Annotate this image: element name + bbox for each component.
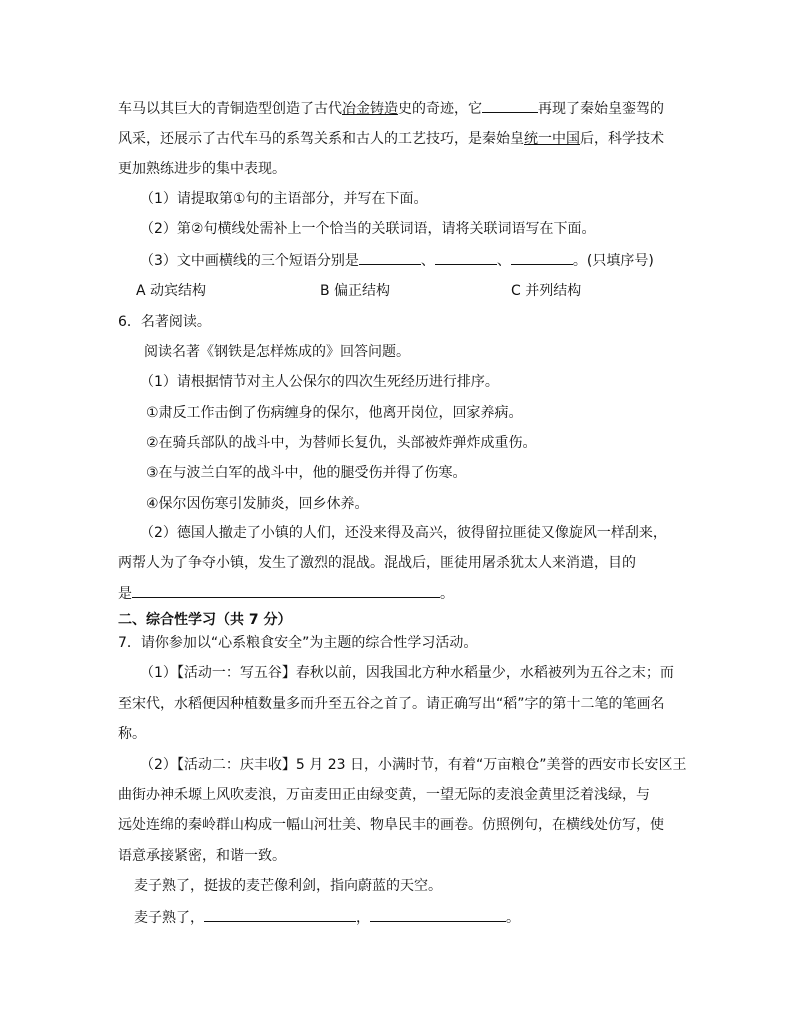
q6-item-4: ④保尔因伤寒引发肺炎，回乡休养。 xyxy=(146,496,369,512)
intro-line-1 xyxy=(118,98,664,119)
intro-text: 车马以其巨大的青铜造型创造了古代 xyxy=(118,101,342,117)
q7-a2-line-3: 远处连绵的秦岭群山构成一幅山河壮美、物阜民丰的画卷。仿照例句，在横线处仿写，使 xyxy=(118,817,664,833)
q6-intro: 阅读名著《钢铁是怎样炼成的》回答问题。 xyxy=(144,344,410,360)
q6-sub2-text: 是 xyxy=(118,586,132,602)
intro-text: 后，科学技术 xyxy=(580,131,664,147)
q7-a2-line-4: 语意承接紧密，和谐一致。 xyxy=(118,848,286,864)
intro-line-2 xyxy=(118,129,664,149)
q6-item-2: ②在骑兵部队的战斗中，为替师长复仇，头部被炸弹炸成重伤。 xyxy=(146,435,537,451)
q6-sub2-end: 。 xyxy=(440,586,454,602)
intro-text: 风采，还展示了古代车马的系驾关系和古人的工艺技巧，是秦始皇 xyxy=(118,131,524,147)
fill-blank[interactable] xyxy=(482,98,538,113)
q6-sub2-line-2: 两帮人为了争夺小镇，发生了激烈的混战。混战后，匪徒用屠杀犹太人来消遣，目的 xyxy=(118,555,636,571)
answer-blank[interactable] xyxy=(370,907,506,922)
answer-blank[interactable] xyxy=(132,583,440,598)
q6-sub2-line-1: （2）德国人撤走了小镇的人们，还没来得及高兴，彼得留拉匪徒又像旋风一样刮来， xyxy=(140,525,667,541)
q6-title: 6．名著阅读。 xyxy=(118,314,211,330)
separator: 、 xyxy=(496,253,511,269)
option-c: C 并列结构 xyxy=(511,283,582,299)
q5-sub3-end: 。(只填序号) xyxy=(572,253,654,269)
q7-a1-line-2: 至宋代，水稻便因种植数量多而升至五谷之首了。请正确写出“稻”字的第十二笔的笔画名 xyxy=(118,696,665,712)
q7-a1-line-1: （1）【活动一：写五谷】春秋以前，因我国北方种水稻量少，水稻被列为五谷之末；而 xyxy=(140,665,674,681)
intro-line-3: 更加熟练进步的集中表现。 xyxy=(118,161,286,177)
q6-item-3: ③在与波兰白军的战斗中，他的腿受伤并得了伤寒。 xyxy=(146,465,467,481)
q7-imitate-end: 。 xyxy=(506,910,520,926)
q5-sub2: （2）第②句横线处需补上一个恰当的关联词语，请将关联词语写在下面。 xyxy=(140,221,596,237)
q7-title: 7．请你参加以“心系粮食安全”为主题的综合性学习活动。 xyxy=(118,635,478,651)
option-a: A 动宾结构 xyxy=(136,283,207,299)
intro-text: 再现了秦始皇銮驾的 xyxy=(538,101,664,117)
q5-sub3-text: （3）文中画横线的三个短语分别是 xyxy=(140,253,359,269)
answer-blank[interactable] xyxy=(204,907,356,922)
q7-a2-line-1: （2）【活动二：庆丰收】5 月 23 日，小满时节，有着“万亩粮仓”美誉的西安市长安区王 xyxy=(140,757,687,773)
q7-imitate xyxy=(134,907,520,928)
q6-item-1: ①肃反工作击倒了伤病缠身的保尔，他离开岗位，回家养病。 xyxy=(146,405,523,421)
option-b: B 偏正结构 xyxy=(320,283,391,299)
q5-sub3 xyxy=(140,250,654,271)
q7-example: 麦子熟了，挺拔的麦芒像利剑，指向蔚蓝的天空。 xyxy=(134,878,442,894)
underlined-phrase-2: 统一中国 xyxy=(524,131,580,147)
q6-sub1: （1）请根据情节对主人公保尔的四次生死经历进行排序。 xyxy=(140,374,499,390)
fill-blank[interactable] xyxy=(511,250,573,265)
separator: 、 xyxy=(420,253,435,269)
q7-imitate-text: 麦子熟了， xyxy=(134,910,204,926)
q7-a2-line-2: 曲街办神禾塬上风吹麦浪，万亩麦田正由绿变黄，一望无际的麦浪金黄里泛着浅绿，与 xyxy=(118,787,650,803)
underlined-phrase-1: 冶金铸造 xyxy=(342,101,398,117)
separator: ， xyxy=(356,910,370,926)
fill-blank[interactable] xyxy=(435,250,497,265)
q5-sub1: （1）请提取第①句的主语部分，并写在下面。 xyxy=(140,191,428,207)
q6-sub2-line-3 xyxy=(118,583,454,604)
section-2-title: 二、综合性学习（共 7 分） xyxy=(118,612,292,628)
fill-blank[interactable] xyxy=(359,250,421,265)
intro-text: 史的奇迹，它 xyxy=(398,101,482,117)
q7-a1-line-3: 称。 xyxy=(118,726,146,742)
